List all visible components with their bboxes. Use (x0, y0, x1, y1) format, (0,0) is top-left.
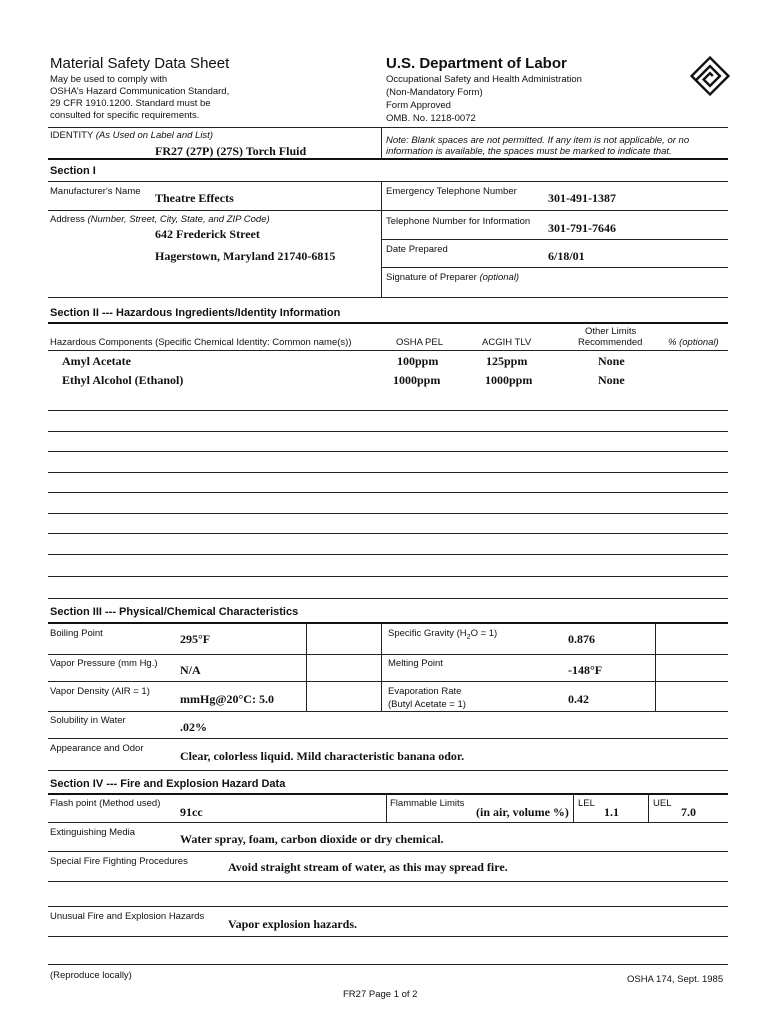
form-subtitle-line-1: May be used to comply with (50, 74, 168, 85)
date-prepared-value: 6/18/01 (548, 249, 585, 263)
ingredient-2-other: None (598, 373, 625, 387)
col-other-limits-2: Recommended (578, 337, 643, 348)
department-line-4: OMB. No. 1218-0072 (386, 113, 476, 124)
date-prepared-label: Date Prepared (386, 244, 448, 255)
col-hazardous-components: Hazardous Components (Specific Chemical Identity: Common name(s)) (50, 337, 352, 348)
uel-value: 7.0 (681, 805, 696, 819)
specific-gravity-label: Specific Gravity $(H_2O = 1)$ (388, 628, 498, 641)
ingredient-1-pel: 100ppm (397, 354, 439, 368)
form-title: Material Safety Data Sheet (50, 55, 230, 72)
department-line-3: Form Approved (386, 100, 451, 111)
ingredient-2-name: Ethyl Alcohol (Ethanol) (62, 373, 184, 387)
vapor-pressure-label: Vapor Pressure (mm Hg.) (50, 658, 158, 669)
appearance-label: Appearance and Odor (50, 743, 144, 754)
emergency-phone-label: Emergency Telephone Number (386, 186, 517, 197)
identity-label: IDENTITY (As Used on Label and List) (50, 130, 213, 141)
lel-value: 1.1 (604, 805, 619, 819)
section-2-title: Section II --- Hazardous Ingredients/Identity Information (50, 307, 341, 319)
evaporation-rate-label-1: Evaporation Rate (388, 686, 462, 697)
ingredient-2-tlv: 1000ppm (485, 373, 533, 387)
specific-gravity-value: 0.876 (568, 632, 595, 646)
extinguishing-media-label: Extinguishing Media (50, 827, 136, 838)
appearance-value: Clear, colorless liquid. Mild characteristic banana odor. (180, 749, 465, 763)
manufacturer-label: Manufacturer's Name (50, 186, 141, 197)
footer-page-number: FR27 Page 1 of 2 (343, 989, 418, 1000)
evaporation-rate-value: 0.42 (568, 692, 589, 706)
col-osha-pel: OSHA PEL (396, 337, 443, 348)
boiling-point-value: 295°F (180, 632, 211, 646)
info-phone-value: 301-791-7646 (548, 221, 616, 235)
solubility-label: Solubility in Water (50, 715, 126, 726)
department-logo-icon (690, 56, 730, 96)
address-label: Address (Number, Street, City, State, and ZIP Code) (50, 214, 270, 225)
vapor-density-label: Vapor Density (AIR = 1) (50, 686, 150, 697)
ingredient-1-tlv: 125ppm (486, 354, 528, 368)
uel-label: UEL (653, 798, 672, 809)
col-percent: % (optional) (668, 337, 719, 348)
ingredient-2-pel: 1000ppm (393, 373, 441, 387)
ingredient-1-name: Amyl Acetate (62, 354, 131, 368)
col-acgih-tlv: ACGIH TLV (482, 337, 532, 348)
department-line-1: Occupational Safety and Health Administration (386, 74, 582, 85)
flammable-limits-label: Flammable Limits (390, 798, 465, 809)
section-1-title: Section I (50, 165, 96, 177)
unusual-hazards-value: Vapor explosion hazards. (228, 917, 358, 931)
form-subtitle-line-4: consulted for specific requirements. (50, 110, 200, 121)
ingredient-1-other: None (598, 354, 625, 368)
department-title: U.S. Department of Labor (386, 55, 567, 72)
melting-point-label: Melting Point (388, 658, 443, 669)
melting-point-value: -148°F (568, 663, 603, 677)
identity-value: FR27 (27P) (27S) Torch Fluid (155, 144, 307, 158)
form-subtitle-line-3: 29 CFR 1910.1200. Standard must be (50, 98, 211, 109)
footer-left: (Reproduce locally) (50, 970, 132, 981)
flash-point-value: 91cc (180, 805, 203, 819)
special-procedures-label: Special Fire Fighting Procedures (50, 856, 188, 867)
special-procedures-value: Avoid straight stream of water, as this may spread fire. (228, 860, 508, 874)
evaporation-rate-label-2: (Butyl Acetate = 1) (388, 699, 466, 710)
department-line-2: (Non-Mandatory Form) (386, 87, 483, 98)
lel-label: LEL (578, 798, 595, 809)
note-line-1: Note: Blank spaces are not permitted. If any item is not applicable, or no (386, 135, 690, 146)
col-other-limits-1: Other Limits (585, 326, 637, 337)
emergency-phone-value: 301-491-1387 (548, 191, 616, 205)
note-line-2: information is available, the spaces must be marked to indicate that. (386, 146, 672, 157)
section-4-title: Section IV --- Fire and Explosion Hazard Data (50, 778, 286, 790)
vapor-pressure-value: N/A (180, 663, 201, 677)
boiling-point-label: Boiling Point (50, 628, 103, 639)
signature-label: Signature of Preparer (optional) (386, 272, 520, 283)
flammable-limits-note: (in air, volume %) (476, 805, 569, 819)
address-line-2: Hagerstown, Maryland 21740-6815 (155, 249, 336, 263)
section-3-title: Section III --- Physical/Chemical Characteristics (50, 606, 299, 618)
vapor-density-value: mmHg@20°C: 5.0 (180, 692, 274, 706)
extinguishing-media-value: Water spray, foam, carbon dioxide or dry chemical. (180, 832, 444, 846)
info-phone-label: Telephone Number for Information (386, 216, 531, 227)
footer-right: OSHA 174, Sept. 1985 (627, 974, 724, 985)
unusual-hazards-label: Unusual Fire and Explosion Hazards (50, 911, 205, 922)
manufacturer-value: Theatre Effects (155, 191, 234, 205)
address-line-1: 642 Frederick Street (155, 227, 260, 241)
solubility-value: .02% (180, 720, 207, 734)
flash-point-label: Flash point (Method used) (50, 798, 161, 809)
form-subtitle-line-2: OSHA's Hazard Communication Standard, (50, 86, 230, 97)
